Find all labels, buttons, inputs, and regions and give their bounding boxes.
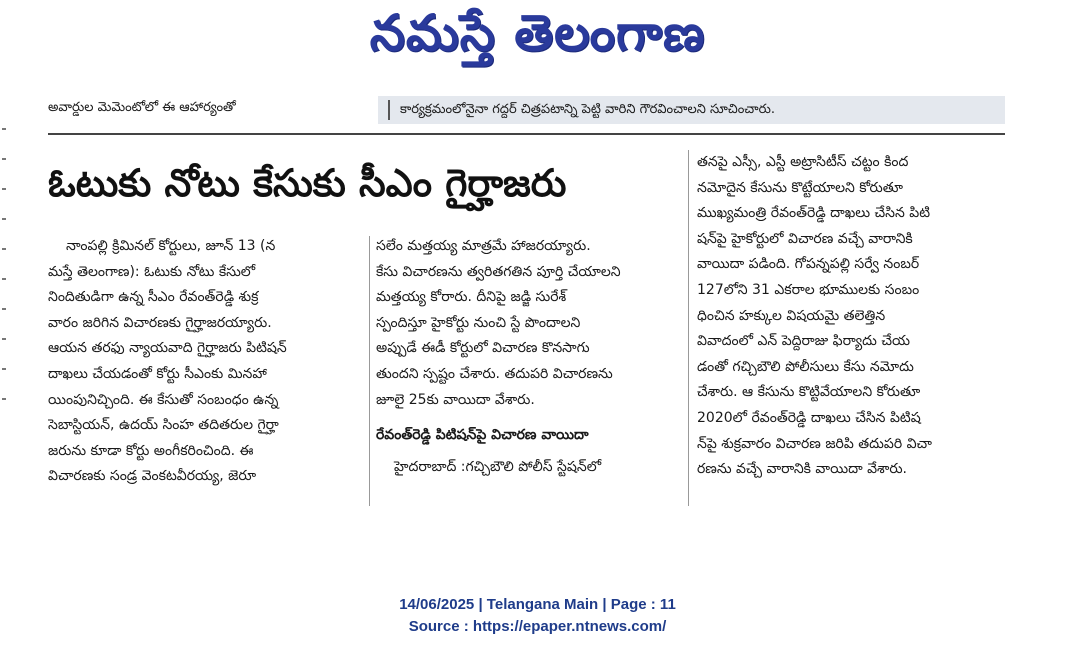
- text-line: నిందితుడిగా ఉన్న సీఎం రేవంత్‌రెడ్డి శుక్ర: [48, 289, 259, 306]
- text-line: తనపై ఎస్సీ, ఎస్టీ అట్రాసిటీస్ చట్టం కింద: [697, 154, 909, 170]
- column-divider: [688, 150, 689, 506]
- source-link[interactable]: Source : https://epaper.ntnews.com/: [408, 618, 667, 635]
- text-line: విచారణకు సండ్ర వెంకటవీరయ్య, జెరూ: [48, 468, 257, 485]
- text-line: వివాదంలో ఎన్ పెద్దిరాజు ఫిర్యాదు చేయ: [697, 333, 910, 350]
- text-line: హైదరాబాద్ :గచ్చిబౌలి పోలీస్ స్టేషన్‌లో: [394, 458, 602, 475]
- column-divider: [369, 236, 370, 506]
- text-line: యింపునిచ్చింది. ఈ కేసుతో సంబంధం ఉన్న: [48, 391, 279, 408]
- text-line: నమోదైన కేసును కొట్టేయాలని కోరుతూ: [697, 179, 903, 196]
- section-divider: [48, 133, 1005, 135]
- text-line: సెబాస్టియన్, ఉదయ్ సింహ తదితరుల గైర్హా: [48, 417, 279, 434]
- newspaper-logo: నమస్తే తెలంగాణ: [369, 3, 706, 62]
- text-line: వారం జరిగిన విచారణకు గైర్హాజరయ్యారు.: [48, 314, 272, 331]
- text-line: సలేం మత్తయ్య మాత్రమే హాజరయ్యారు.: [376, 238, 591, 254]
- margin-crop-marks: [0, 100, 12, 430]
- text-line: జరును కూడా కోర్టు అంగీకరించింది. ఈ: [48, 442, 254, 459]
- article-subheading: రేవంత్‌రెడ్డి పిటిషన్‌పై విచారణ వాయిదా: [376, 427, 589, 444]
- article-column-2: [376, 234, 678, 480]
- text-line: తుందని స్పష్టం చేశారు. తదుపరి విచారణను: [376, 365, 613, 382]
- edition-info: 14/06/2025 | Telangana Main | Page : 11: [399, 596, 676, 613]
- text-line: ఆయన తరఫు న్యాయవాది గైర్హాజరు పిటిషన్: [48, 340, 287, 357]
- text-line: షన్‌పై హైకోర్టులో విచారణ వచ్చే వారానికి: [697, 230, 913, 247]
- strip-left-text: అవార్డుల మెమెంటోలో ఈ ఆహార్యంతో: [48, 100, 236, 115]
- previous-article-strip: [48, 96, 1005, 130]
- text-line: జూలై 25కు వాయిదా వేశారు.: [376, 391, 535, 408]
- article-column-1: [48, 234, 361, 490]
- page-footer: [0, 594, 1075, 638]
- article-headline: ఓటుకు నోటు కేసుకు సీఎం గైర్హాజరు: [48, 161, 567, 205]
- text-line: అప్పుడే ఈడీ కోర్టులో విచారణ కొనసాగు: [376, 340, 590, 357]
- text-line: డంతో గచ్చిబౌలి పోలీసులు కేసు నమోదు: [697, 358, 914, 375]
- text-line: నాంపల్లి క్రిమినల్ కోర్టులు, జూన్ 13 (న: [66, 238, 276, 254]
- text-line: మస్తే తెలంగాణ): ఓటుకు నోటు కేసులో: [48, 263, 256, 280]
- text-line: న్‌పై శుక్రవారం విచారణ జరిపి తదుపరి విచా: [697, 435, 932, 452]
- text-line: ముఖ్యమంత్రి రేవంత్‌రెడ్డి దాఖలు చేసిన పిటి: [697, 205, 931, 222]
- text-line: మత్తయ్య కోరారు. దీనిపై జడ్జి సురేశ్: [376, 289, 567, 306]
- masthead: [0, 0, 1075, 78]
- text-line: రణను వచ్చే వారానికి వాయిదా వేశారు.: [697, 461, 907, 478]
- article-column-3: [697, 150, 1007, 483]
- text-line: 2020లో రేవంత్‌రెడ్డి దాఖలు చేసిన పిటిష: [697, 409, 921, 426]
- text-line: స్పందిస్తూ హైకోర్టు నుంచి స్టే పొందాలని: [376, 314, 581, 331]
- text-line: వాయిదా పడింది. గోపన్నపల్లి సర్వే నంబర్: [697, 256, 920, 273]
- strip-right-text: కార్యక్రమంలోనైనా గద్దర్ చిత్రపటాన్ని పెట్టి వారిని గౌరవించాలని సూచించారు.: [378, 96, 1005, 124]
- text-line: 127లోని 31 ఎకరాల భూములకు సంబం: [697, 281, 920, 298]
- text-line: కేసు విచారణను త్వరితగతిన పూర్తి చేయాలని: [376, 263, 621, 280]
- text-line: ధించిన హక్కుల విషయమై తలెత్తిన: [697, 307, 886, 324]
- text-line: దాఖలు చేయడంతో కోర్టు సీఎంకు మినహా: [48, 365, 267, 382]
- text-line: చేశారు. ఆ కేసును కొట్టివేయాలని కోరుతూ: [697, 384, 921, 401]
